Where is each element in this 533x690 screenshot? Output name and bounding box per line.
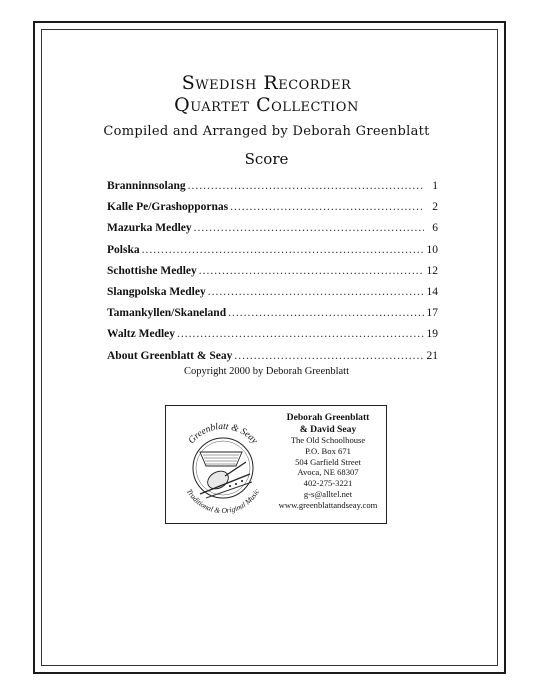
- toc-leader-dots: [142, 244, 424, 256]
- title-line-2: Quartet Collection: [174, 94, 359, 116]
- section-heading: Score: [244, 150, 289, 168]
- toc-leader-dots: [177, 328, 424, 340]
- toc-leader-dots: [188, 180, 424, 192]
- table-of-contents: [107, 180, 438, 371]
- toc-leader-dots: [199, 265, 424, 277]
- greenblatt-seay-logo: [170, 410, 276, 520]
- phone-number: 402-275-3221: [303, 478, 353, 489]
- toc-entry-page: 19: [426, 328, 438, 341]
- toc-leader-dots: [194, 222, 424, 234]
- toc-entry[interactable]: [107, 180, 438, 201]
- toc-entry-title: Slangpolska Medley: [107, 285, 206, 298]
- toc-entry-title: Polska: [107, 243, 140, 256]
- title-line-1: Swedish Recorder: [181, 72, 352, 94]
- toc-entry-page: 14: [426, 285, 438, 298]
- toc-entry-page: 6: [432, 222, 438, 235]
- toc-entry-page: 17: [426, 307, 438, 320]
- toc-leader-dots: [208, 286, 424, 298]
- toc-entry-page: 1: [432, 180, 438, 192]
- subtitle: Compiled and Arranged by Deborah Greenblatt: [103, 124, 430, 139]
- publisher-name-1: Deborah Greenblatt: [286, 412, 370, 423]
- address-line-4: Avoca, NE 68307: [297, 467, 359, 478]
- svg-text:Greenblatt & Seay: Greenblatt & Seay: [186, 421, 260, 447]
- toc-leader-dots: [228, 307, 424, 319]
- publisher-card: [165, 405, 387, 524]
- toc-leader-dots: [230, 201, 424, 213]
- toc-entry-title: Mazurka Medley: [107, 222, 192, 235]
- website-link[interactable]: www.greenblattandseay.com: [278, 499, 378, 510]
- publisher-name-2: & David Seay: [299, 423, 357, 435]
- toc-entry-title: Branninnsolang: [107, 180, 186, 192]
- toc-entry[interactable]: [107, 307, 438, 328]
- toc-entry-page: 21: [426, 349, 438, 362]
- toc-entry[interactable]: [107, 328, 438, 349]
- toc-entry[interactable]: [107, 244, 438, 265]
- toc-entry-title: About Greenblatt & Seay: [107, 349, 233, 362]
- toc-entry[interactable]: [107, 286, 438, 307]
- address-line-3: 504 Garfield Street: [295, 456, 361, 467]
- toc-entry-page: 2: [432, 201, 438, 214]
- toc-entry-title: Tamankyllen/Skaneland: [107, 307, 227, 320]
- toc-entry-page: 10: [426, 243, 438, 256]
- toc-entry-title: Waltz Medley: [107, 328, 176, 341]
- toc-entry-page: 12: [426, 264, 438, 277]
- address-line-2: P.O. Box 671: [305, 445, 351, 456]
- toc-entry-title: Schottishe Medley: [107, 264, 197, 277]
- toc-entry-title: Kalle Pe/Grashoppornas: [107, 201, 229, 214]
- publisher-address-block: [272, 412, 384, 511]
- toc-leader-dots: [234, 350, 424, 362]
- toc-entry[interactable]: [107, 265, 438, 286]
- toc-entry[interactable]: [107, 222, 438, 243]
- toc-entry[interactable]: [107, 201, 438, 222]
- copyright-notice: Copyright 2000 by Deborah Greenblatt: [183, 366, 350, 377]
- svg-text:Traditional & Original Music: Traditional & Original Music: [184, 487, 262, 516]
- address-line-1: The Old Schoolhouse: [290, 435, 366, 445]
- email-address[interactable]: g-s@alltel.net: [303, 488, 353, 499]
